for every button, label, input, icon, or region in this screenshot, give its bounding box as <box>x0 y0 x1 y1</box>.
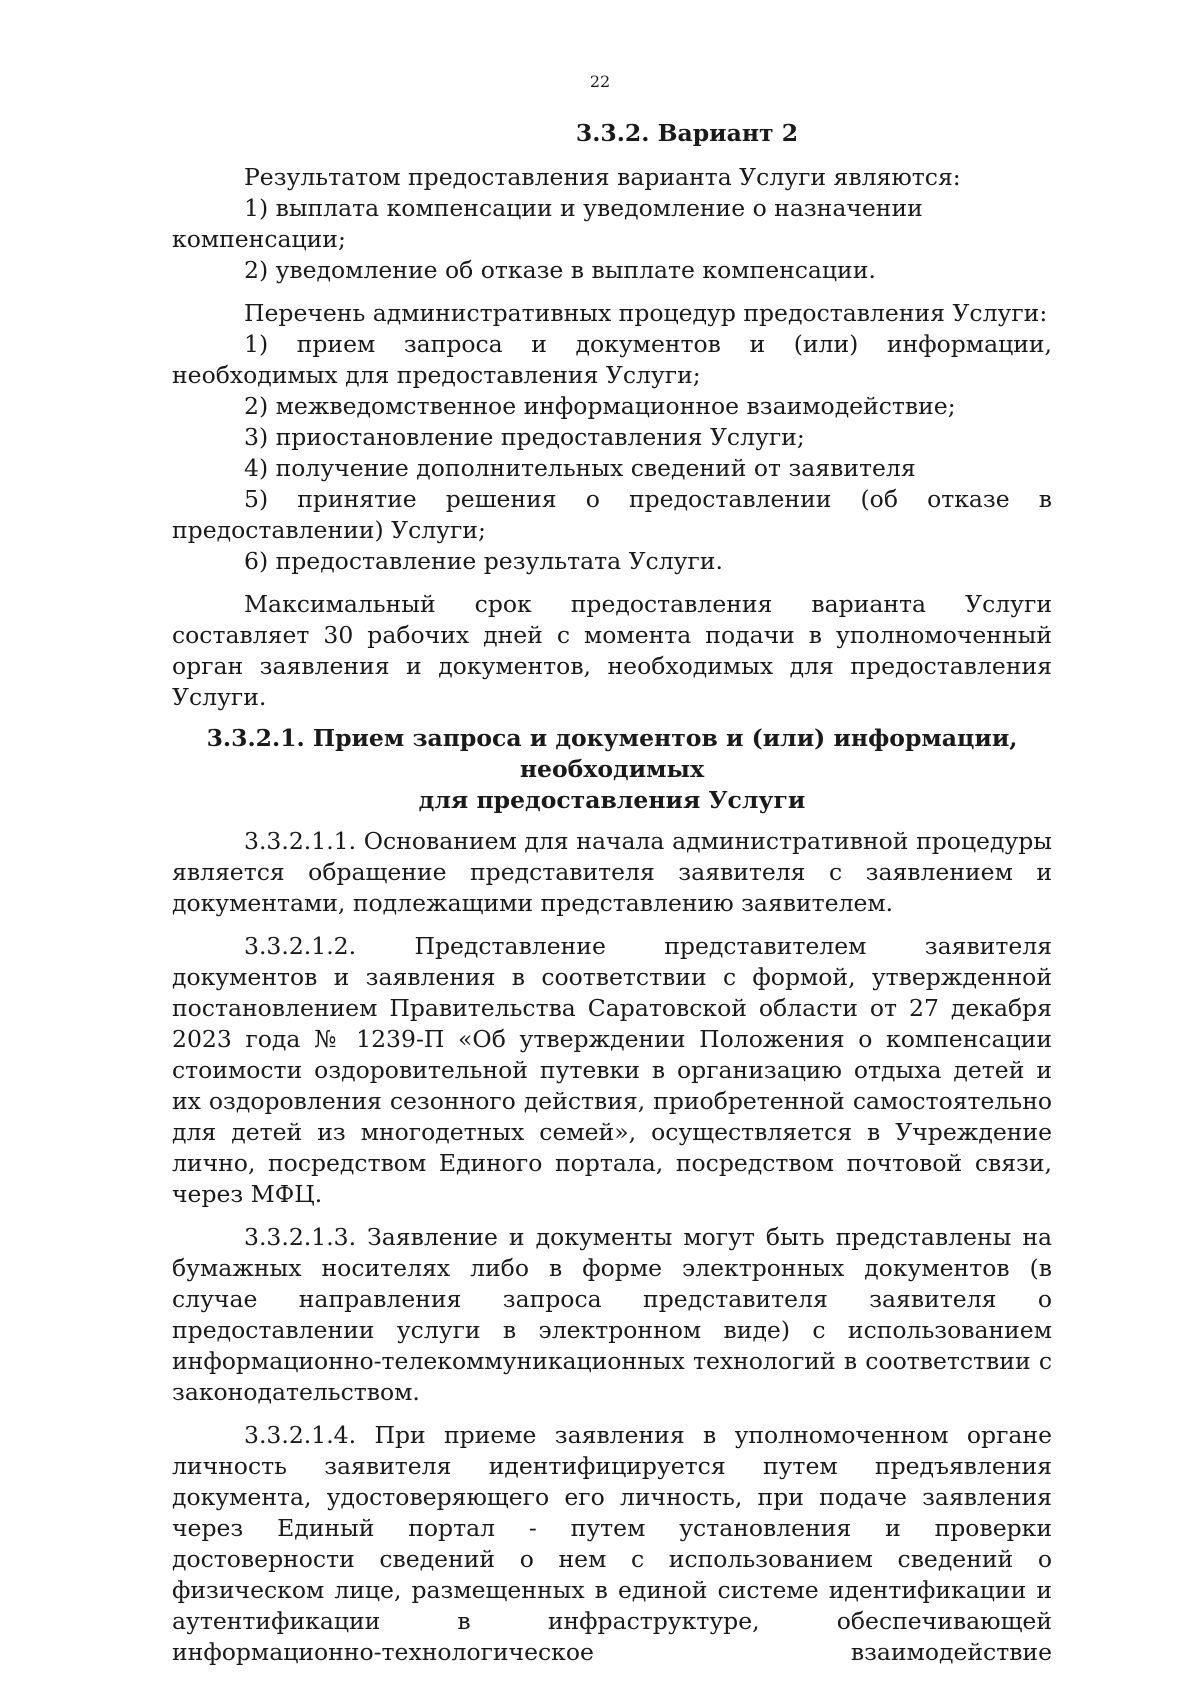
procedure-item: 4) получение дополнительных сведений от заявителя <box>244 454 916 482</box>
procedure-item: 3) приостановление предоставления Услуги; <box>244 423 805 451</box>
subsection-heading <box>172 723 1052 816</box>
clause-paragraph: 3.3.2.1.1. Основанием для начала административной процедуры является обращение представителя заявителя с заявлением и документами, подлежащими представлению заявителем. <box>172 827 1052 917</box>
result-item: 2) уведомление об отказе в выплате компенсации. <box>244 256 876 284</box>
clause-paragraph: 3.3.2.1.2. Представление представителем заявителя документов и заявления в соответствии с формой, утвержденной постановлением Правительства Саратовской области от 27 декабря 2023 года № 1239-П «Об утверждении Положения о компенсации стоимости оздоровительной путевки в организацию отдыха детей и их оздоровления сезонного действия, приобретенной самостоятельно для детей из многодетных семей», осуществляется в Учреждение лично, посредством Единого портала, посредством почтовой связи, через МФЦ. <box>172 932 1052 1208</box>
max-term-paragraph: Максимальный срок предоставления варианта Услуги составляет 30 рабочих дней с момента подачи в уполномоченный орган заявления и документов, необходимых для предоставления Услуги. <box>172 590 1052 711</box>
subsection-heading-line: для предоставления Услуги <box>418 786 806 814</box>
clause-paragraph: 3.3.2.1.3. Заявление и документы могут быть представлены на бумажных носителях либо в форме электронных документов (в случае направления запроса представителя заявителя о предоставлении услуги в электронном виде) с использованием информационно-телекоммуникационных технологий в соответствии с законодательством. <box>172 1223 1052 1406</box>
section-heading: 3.3.2. Вариант 2 <box>575 119 799 147</box>
procedure-item: 1) прием запроса и документов и (или) информации, необходимых для предоставления Услуги; <box>172 330 1052 389</box>
procedure-item: 5) принятие решения о предоставлении (об отказе в предоставлении) Услуги; <box>172 485 1052 544</box>
subsection-heading-line: 3.3.2.1. Прием запроса и документов и (или) информации, необходимых <box>206 724 1018 783</box>
clause-paragraph: 3.3.2.1.4. При приеме заявления в уполномоченном органе личность заявителя идентифицируется путем предъявления документа, удостоверяющего его личность, при подаче заявления через Единый портал - путем установления и проверки достоверности сведений о нем с использованием сведений о физическом лице, размещенных в единой системе идентификации и аутентификации в инфраструктуре, обеспечивающей информационно-технологическое взаимодействие <box>172 1421 1052 1666</box>
procedures-intro: Перечень административных процедур предоставления Услуги: <box>244 299 1048 327</box>
result-item: 1) выплата компенсации и уведомление о назначении компенсации; <box>172 194 923 253</box>
procedure-item: 2) межведомственное информационное взаимодействие; <box>244 392 956 420</box>
procedure-item: 6) предоставление результата Услуги. <box>244 547 723 575</box>
results-intro: Результатом предоставления варианта Услуги являются: <box>244 163 961 191</box>
document-body <box>172 118 1052 1668</box>
page-number: 22 <box>589 72 611 91</box>
